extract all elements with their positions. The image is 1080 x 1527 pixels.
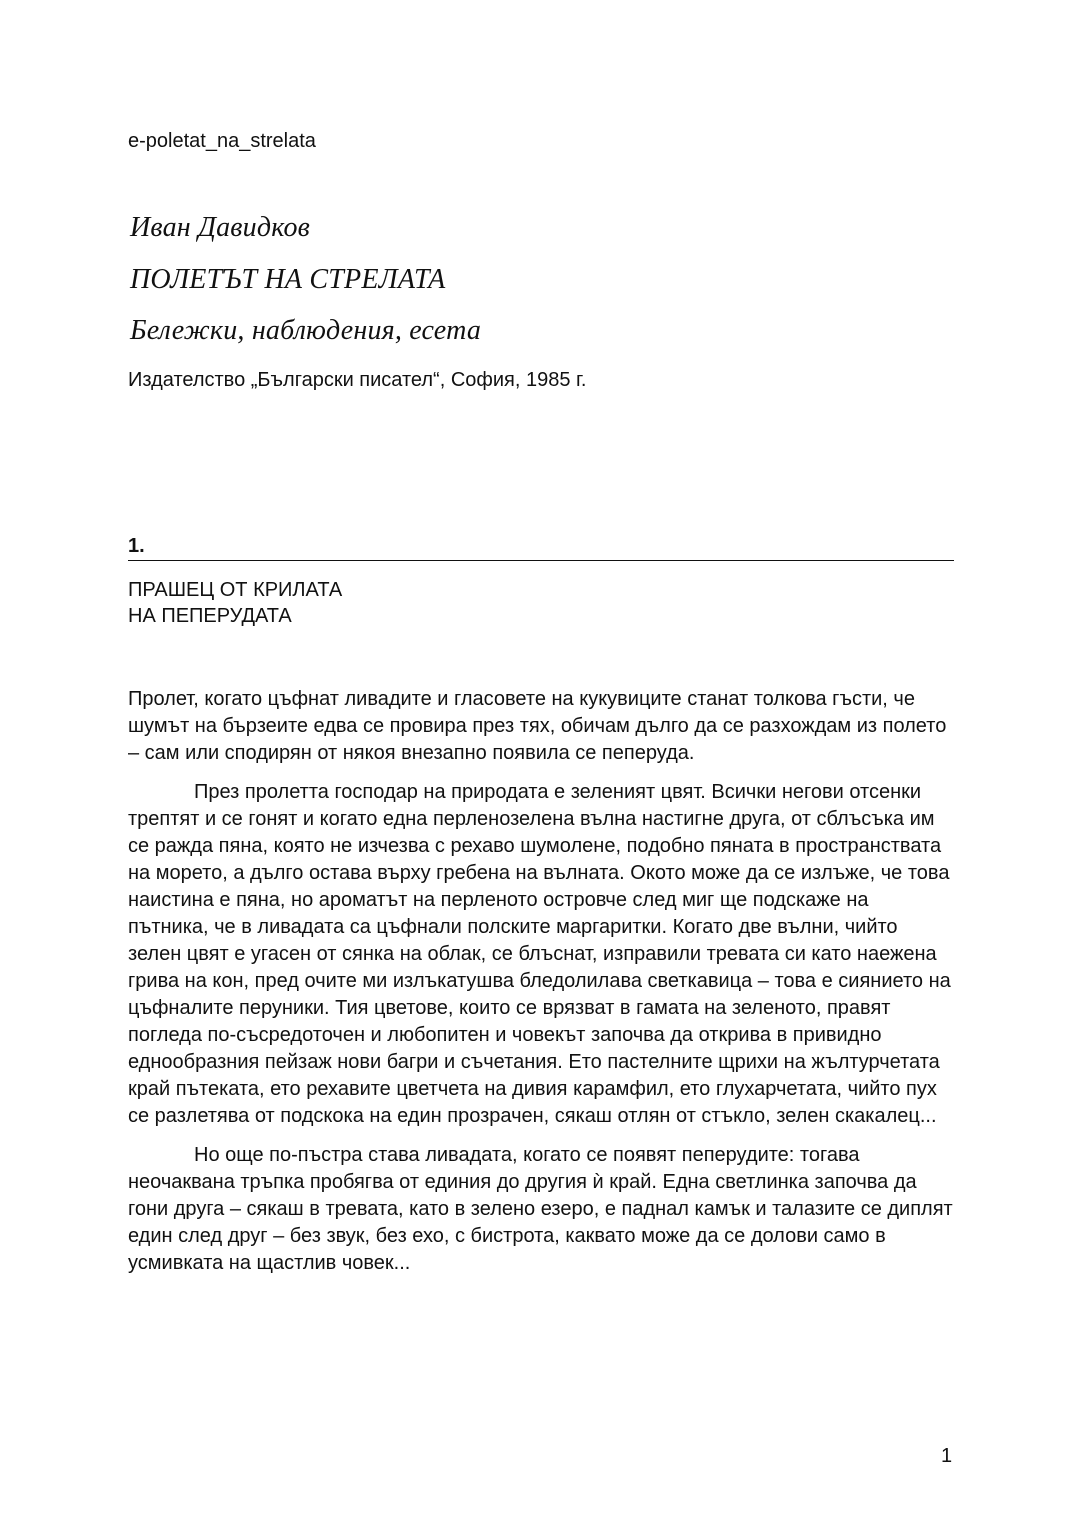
file-name-header: e-poletat_na_strelata — [128, 130, 316, 152]
chapter-divider — [128, 560, 954, 561]
chapter-title-line-1: ПРАШЕЦ ОТ КРИЛАТА — [128, 579, 343, 601]
chapter-title — [128, 577, 342, 629]
chapter-title-line-2: НА ПЕПЕРУДАТА — [128, 605, 292, 627]
publisher-line: Издателство „Български писател“, София, 1985 г. — [128, 369, 587, 391]
book-subtitle: Бележки, наблюдения, есета — [130, 315, 482, 346]
author-name: Иван Давидков — [130, 212, 310, 243]
document-page — [128, 0, 954, 1527]
paragraph-3: Но още по-пъстра става ливадата, когато се появят пеперудите: тогава неочаквана тръпка пробягва от единия до другия ѝ край. Една светлинка започва да гони друга – сякаш в тревата, като в зелено езеро, е паднал камък и талазите се диплят един след друг – без звук, без ехо, с бистрота, каквато може да се долови само в усмивката на щастлив човек... — [128, 1144, 953, 1274]
chapter-number: 1. — [128, 535, 145, 557]
body-text — [128, 686, 954, 1289]
paragraph-2: През пролетта господар на природата е зеленият цвят. Всички негови отсенки трептят и се гонят и когато една перленозелена вълна настигне друга, от сблъсъка им се ражда пяна, която не изчезва с рехаво шумолене, подобно пяната в пространствата на морето, а дълго остава върху гребена на вълната. Окото може да се излъже, че това наистина е пяна, но ароматът на перленото островче след миг ще подскаже на пътника, че в ливадата са цъфнали полските маргаритки. Когато две вълни, чийто зелен цвят е угасен от сянка на облак, се блъснат, изправили тревата си като наежена грива на кон, пред очите ми излъкатушва бледолилава светкавица – това е сиянието на цъфналите перуники. Тия цветове, които се врязват в гамата на зеленото, правят погледа по-съсредоточен и любопитен и човекът започва да открива в привидно еднообразния пейзаж нови багри и съчетания. Ето пастелните щрихи на жълтурчетата край пътеката, ето рехавите цветчета на дивия карамфил, ето глухарчетата, чийто пух се разлетява от подскока на един прозрачен, сякаш отлян от стъкло, зелен скакалец... — [128, 781, 951, 1127]
paragraph-1: Пролет, когато цъфнат ливадите и гласовете на кукувиците станат толкова гъсти, че шумът на бързеите едва се провира през тях, обичам дълго да се разхождам из полето – сам или сподирян от някоя внезапно появила се пеперуда. — [128, 688, 947, 764]
page-number: 1 — [941, 1445, 953, 1467]
book-title: ПОЛЕТЪТ НА СТРЕЛАТА — [130, 264, 446, 295]
